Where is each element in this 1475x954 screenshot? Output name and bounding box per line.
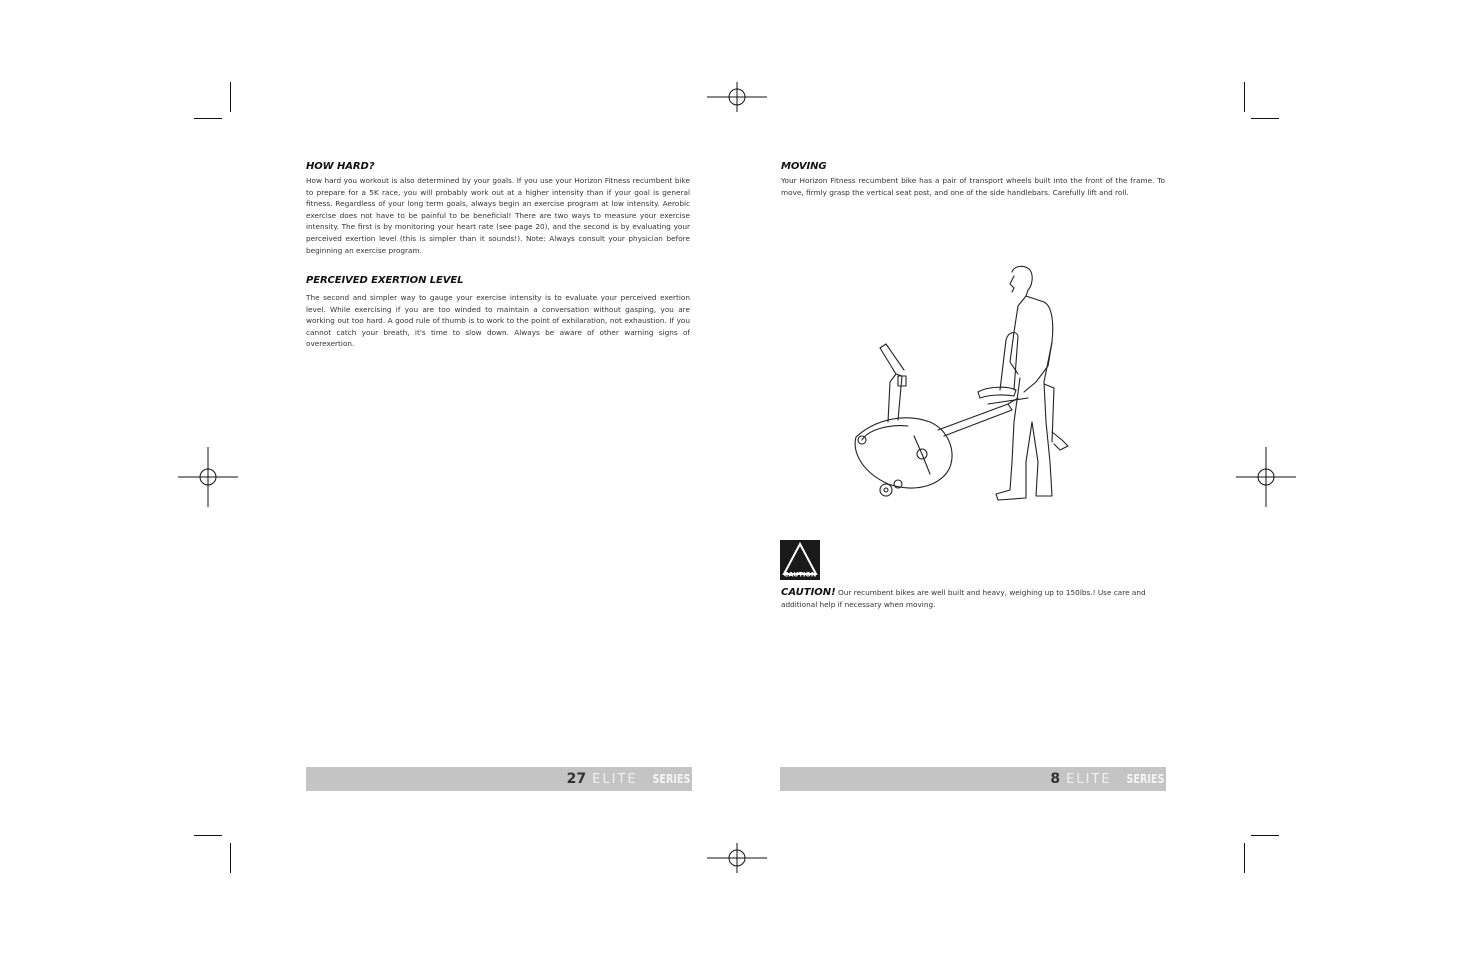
section-heading-how-hard: HOW HARD? [306,161,375,172]
page-number: 8 [1050,771,1061,787]
footer-series: SERIES [1126,772,1164,786]
section-body-how-hard: How hard you workout is also determined by your goals. If you use your Horizon Fitness recumbent bike to prepare for a 5K race, you will probably work out at a higher intensity than if your goal is general fitness. Regardless of your long term goals, always begin an exercise program at low intensity. Aerobic exercise does not have to be painful to be beneficial! There are two ways to measure your exercise intensity. The first is by monitoring your heart rate (see page 20), and the second is by evaluating your perceived exertion level (this is simpler than it sounds!). Note: Always consult your physician before beginning an exercise program. [306,176,690,255]
crop-mark [230,82,231,112]
section-body-perceived-exertion: The second and simpler way to gauge your exercise intensity is to evaluate your perceived exertion level. While exercising if you are too winded to maintain a conversation without gasping, you are working out too hard. A good rule of thumb is to work to the point of exhilaration, not exhaustion. If you cannot catch your breath, it's time to slow down. Always be aware of other warning signs of overexertion. [306,293,690,349]
footer-elite: ELITE [1066,771,1112,787]
section-heading-perceived-exertion: PERCEIVED EXERTION LEVEL [306,275,464,286]
page-number: 27 [566,771,587,787]
page-footer [306,767,692,791]
section-heading-moving: MOVING [781,161,827,172]
footer-series: SERIES [652,772,690,786]
crop-mark [194,118,222,119]
caution-icon [780,540,820,580]
crop-mark [230,843,231,873]
crop-mark [194,835,222,836]
crop-mark [1244,82,1245,112]
registration-mark-icon [1236,447,1296,507]
page-footer [780,767,1166,791]
crop-mark [1251,118,1279,119]
caution-icon-label: CAUTION [783,570,817,579]
section-body-moving: Your Horizon Fitness recumbent bike has a pair of transport wheels built into the front of the frame. To move, firmly grasp the vertical seat post, and one of the side handlebars. Carefully lift and roll. [781,176,1165,197]
registration-mark-icon [707,828,767,888]
crop-mark [1244,843,1245,873]
crop-mark [1251,835,1279,836]
caution-paragraph [781,587,1165,611]
footer-elite: ELITE [592,771,638,787]
caution-label: CAUTION! [781,587,836,598]
registration-mark-icon [707,67,767,127]
bike-moving-illustration [848,262,1073,507]
caution-text: Our recumbent bikes are well built and heavy, weighing up to 150lbs.! Use care and additional help if necessary when moving. [781,588,1146,609]
registration-mark-icon [178,447,238,507]
